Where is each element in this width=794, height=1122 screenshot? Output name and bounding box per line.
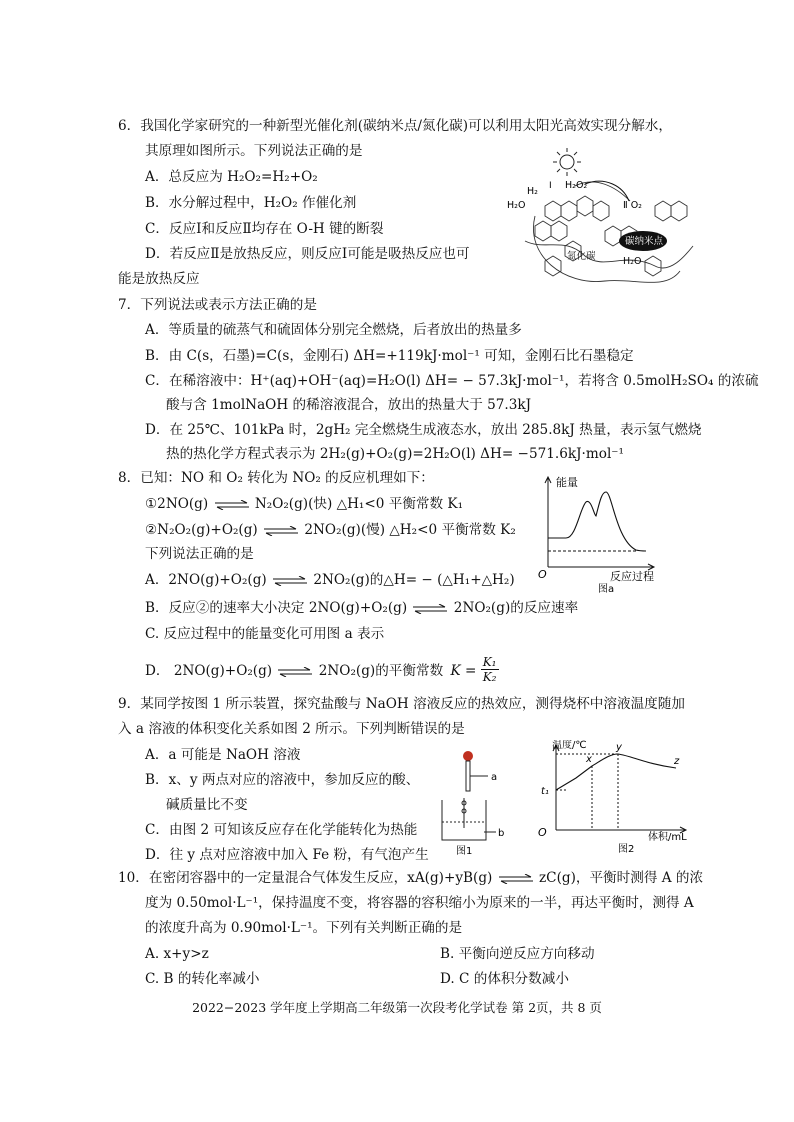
y-axis-label: 能量 <box>556 476 578 489</box>
q9-stem-cont: 入 a 溶液的体积变化关系如图 2 所示。下列判断错误的是 <box>118 721 465 737</box>
q9-option-a: A．a 可能是 NaOH 溶液 <box>145 747 301 763</box>
q8-option-c: C. 反应过程中的能量变化可用图 a 表示 <box>145 626 385 642</box>
point-y-label: y <box>616 742 622 753</box>
q8-sub-stem: 下列说法正确的是 <box>145 546 254 562</box>
q10-option-b: B. 平衡向逆反应方向移动 <box>440 946 595 962</box>
q8-option-b: B．反应②的速率大小决定 2NO(g)+O₂(g) 2NO₂(g)的反应速率 <box>145 600 579 616</box>
q6-option-c: C．反应Ⅰ和反应Ⅱ均存在 O-H 键的断裂 <box>145 221 384 237</box>
q6-option-a: A．总反应为 H₂O₂=H₂+O₂ <box>145 169 318 185</box>
carbon-nitride-label: 氮化碳 <box>567 251 596 262</box>
q6-option-d-cont: 能是放热反应 <box>118 271 200 287</box>
q8-stem: 8．已知：NO 和 O₂ 转化为 NO₂ 的反应机理如下： <box>118 470 434 486</box>
q7-stem: 7．下列说法或表示方法正确的是 <box>118 297 317 313</box>
q6-stem: 6．我国化学家研究的一种新型光催化剂(碳纳米点/氮化碳)可以利用太阳光高效实现分解水， <box>118 118 672 134</box>
q7-option-b: B．由 C(s，石墨)=C(s，金刚石) ΔH=+119kJ·mol⁻¹ 可知，金刚石比石墨稳定 <box>145 348 634 364</box>
q6-option-d: D．若反应Ⅱ是放热反应，则反应Ⅰ可能是吸热反应也可 <box>145 246 470 262</box>
figure-1-caption: 图1 <box>456 846 473 857</box>
q8-reaction-1: ①2NO(g) N₂O₂(g)(快) △H₁<0 平衡常数 K₁ <box>145 496 464 512</box>
q10-stem-line2: 度为 0.50mol·L⁻¹，保持温度不变，将容器的容积缩小为原来的一半，再达平衡时，测得 A <box>145 895 694 911</box>
q7-option-c: C．在稀溶液中：H⁺(aq)+OH⁻(aq)=H₂O(l) ΔH= − 57.3kJ·mol⁻¹，若将含 0.5molH₂SO₄ 的浓硫 <box>145 373 759 389</box>
q7-option-d: D．在 25℃、101kPa 时，2gH₂ 完全燃烧生成液态水，放出 285.8kJ 热量，表示氢气燃烧 <box>145 422 702 438</box>
point-x-label: x <box>586 754 592 765</box>
x-axis-label: 体积/mL <box>648 832 687 843</box>
equilibrium-arrow-icon <box>262 526 300 536</box>
reaction-1-label: Ⅰ <box>549 181 552 191</box>
figure-2-caption: 图2 <box>618 844 635 855</box>
q7-option-d-cont: 热的热化学方程式表示为 2H₂(g)+O₂(g)=2H₂O(l) ΔH= −571.6kJ·mol⁻¹ <box>166 446 624 462</box>
temperature-curve <box>556 754 676 790</box>
q6-stem-cont: 其原理如图所示。下列说法正确的是 <box>145 143 363 159</box>
equilibrium-arrow-icon <box>411 604 449 614</box>
q7-option-a: A．等质量的硫蒸气和硫固体分别完全燃烧，后者放出的热量多 <box>145 322 522 338</box>
label-a: a <box>491 772 498 783</box>
carbon-dot-label: 碳纳米点 <box>625 236 664 247</box>
q6-option-b: B．水分解过程中，H₂O₂ 作催化剂 <box>145 195 357 211</box>
dropper-tube <box>466 761 470 791</box>
q9-option-b: B．x、y 两点对应的溶液中，参加反应的酸、 <box>145 772 420 788</box>
point-z-label: z <box>674 756 680 767</box>
origin-label: O <box>538 568 547 581</box>
q8-option-d: D． 2NO(g)+O₂(g) 2NO₂(g)的平衡常数 K = $\frac{\text{K₁}}{\text{K₂}}$ <box>145 655 497 684</box>
figure-a-caption: 图a <box>598 584 615 595</box>
q9-stem: 9．某同学按图 1 所示装置，探究盐酸与 NaOH 溶液反应的热效应，测得烧杯中溶液温度随加 <box>118 696 685 712</box>
energy-curve <box>548 492 646 551</box>
photocatalyst-diagram <box>505 146 695 296</box>
equilibrium-arrow-icon <box>497 874 535 884</box>
h2o-right-label: H₂O <box>623 256 642 267</box>
q9-option-d: D．往 y 点对应溶液中加入 Fe 粉，有气泡产生 <box>145 847 429 863</box>
t1-label: t₁ <box>541 786 549 797</box>
h2o2-label: H₂O₂ <box>565 180 588 191</box>
k-fraction: $\frac{\text{K₁}}{\text{K₂}}$ <box>482 655 497 684</box>
q8-option-a: A．2NO(g)+O₂(g) 2NO₂(g)的△H= − (△H₁+△H₂) <box>145 572 515 588</box>
h2-label: H₂ <box>527 186 538 197</box>
q9-option-c: C．由图 2 可知该反应存在化学能转化为热能 <box>145 822 418 838</box>
page-footer: 2022−2023 学年度上学期高二年级第一次段考化学试卷 第 2页，共 8 页 <box>192 1000 602 1015</box>
dropper-bulb-icon <box>463 751 473 761</box>
q10-stem-line3: 的浓度升高为 0.90mol·L⁻¹。下列有关判断正确的是 <box>145 920 463 936</box>
equilibrium-arrow-icon <box>213 500 251 510</box>
x-axis-label: 反应过程 <box>610 570 654 583</box>
q10-option-a: A. x+y>z <box>145 946 209 962</box>
q8-reaction-2: ②N₂O₂(g)+O₂(g) 2NO₂(g)(慢) △H₂<0 平衡常数 K₂ <box>145 522 516 538</box>
q10-option-d: D. C 的体积分数减小 <box>440 971 569 987</box>
sun-icon <box>553 148 581 176</box>
o2-label: Ⅱ O₂ <box>623 200 642 211</box>
y-axis-label: 温度/℃ <box>552 740 587 751</box>
temperature-volume-figure-2 <box>536 740 696 856</box>
apparatus-figure-1 <box>434 748 514 858</box>
h2o-left-label: H₂O <box>507 200 526 211</box>
q9-option-b-cont: 碱质量比不变 <box>166 797 248 813</box>
energy-profile-figure-a <box>536 470 666 595</box>
q7-option-c-cont: 酸与含 1molNaOH 的稀溶液混合，放出的热量大于 57.3kJ <box>166 397 532 413</box>
equilibrium-arrow-icon <box>276 667 314 677</box>
equilibrium-arrow-icon <box>271 576 309 586</box>
q10-option-c: C. B 的转化率减小 <box>145 971 260 987</box>
label-b: b <box>498 828 505 839</box>
q10-stem: 10．在密闭容器中的一定量混合气体发生反应，xA(g)+yB(g) zC(g)，平衡时测得 A 的浓 <box>118 870 704 886</box>
origin-label: O <box>538 826 547 839</box>
nitride-network <box>525 182 693 282</box>
arrow-curve <box>585 181 629 201</box>
